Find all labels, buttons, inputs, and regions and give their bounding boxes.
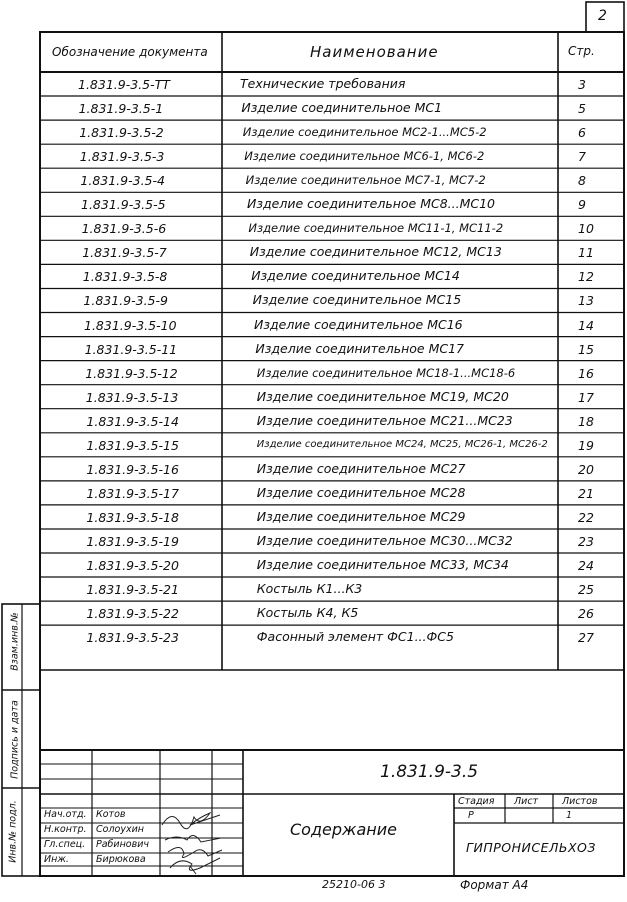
row-page: 9 xyxy=(578,197,586,213)
header-page: Стр. xyxy=(568,44,595,58)
table-row xyxy=(0,361,627,385)
row-name: Изделие соединительное МС1 xyxy=(241,100,443,116)
row-name: Изделие соединительное МС12, МС13 xyxy=(249,244,502,260)
row-page: 6 xyxy=(578,125,586,141)
row-code: 1.831.9-3.5-17 xyxy=(86,485,179,501)
table-row xyxy=(0,192,627,216)
row-name: Изделие соединительное МС28 xyxy=(256,484,466,500)
row-name: Изделие соединительное МС17 xyxy=(255,340,465,356)
sheet-value: 1 xyxy=(566,810,573,821)
row-code: 1.831.9-3.5-21 xyxy=(86,582,179,598)
row-code: 1.831.9-3.5-16 xyxy=(86,461,179,477)
row-page: 22 xyxy=(578,509,594,525)
row-page: 16 xyxy=(578,365,594,381)
table-row xyxy=(0,457,627,481)
row-page: 19 xyxy=(578,437,594,453)
row-name: Изделие соединительное МС7-1, МС7-2 xyxy=(245,173,486,188)
table-row xyxy=(0,264,627,288)
row-page: 23 xyxy=(578,533,594,549)
table-row xyxy=(0,433,627,457)
row-page: 20 xyxy=(578,461,594,477)
row-code: 1.831.9-3.5-22 xyxy=(86,606,179,622)
row-code: 1.831.9-3.5-10 xyxy=(84,317,177,333)
organization: ГИПРОНИСЕЛЬХОЗ xyxy=(466,840,596,855)
table-row xyxy=(0,601,627,625)
table-row xyxy=(0,120,627,144)
table-row xyxy=(0,144,627,168)
signature-role: Нач.отд. xyxy=(44,809,87,820)
row-code: 1.831.9-3.5-8 xyxy=(82,269,168,285)
row-name: Изделие соединительное МС29 xyxy=(256,508,466,524)
row-name: Изделие соединительное МС27 xyxy=(256,460,466,476)
row-name: Изделие соединительное МС19, МС20 xyxy=(256,388,509,404)
row-code: 1.831.9-3.5-6 xyxy=(81,221,167,237)
row-page: 12 xyxy=(578,269,594,285)
row-code: 1.831.9-3.5-18 xyxy=(86,509,179,525)
row-code: 1.831.9-3.5-19 xyxy=(86,533,179,549)
row-page: 7 xyxy=(578,149,586,165)
row-name: Костыль К1...К3 xyxy=(256,581,363,597)
table-row xyxy=(0,168,627,192)
row-page: 27 xyxy=(578,630,594,646)
table-row xyxy=(0,481,627,505)
row-code: 1.831.9-3.5-3 xyxy=(79,149,165,165)
table-row xyxy=(0,529,627,553)
row-name: Изделие соединительное МС11-1, МС11-2 xyxy=(248,221,504,236)
row-page: 17 xyxy=(578,389,594,405)
row-page: 26 xyxy=(578,606,594,622)
row-name: Изделие соединительное МС16 xyxy=(254,316,463,332)
row-name: Изделие соединительное МС14 xyxy=(251,268,460,284)
row-page: 21 xyxy=(578,485,594,501)
row-code: 1.831.9-3.5-4 xyxy=(80,173,165,189)
row-code: 1.831.9-3.5-23 xyxy=(86,630,179,646)
row-page: 5 xyxy=(578,101,586,117)
stage-label: Стадия xyxy=(458,796,495,807)
row-name: Изделие соединительное МС24, МС25, МС26-1, МС26-2 xyxy=(256,438,548,450)
row-name: Технические требования xyxy=(240,76,406,91)
side-label-sign-date: Подпись и дата xyxy=(9,700,21,779)
row-code: 1.831.9-3.5-9 xyxy=(83,293,168,309)
row-page: 15 xyxy=(578,341,594,357)
signature-name: Солоухин xyxy=(96,824,144,835)
table-row xyxy=(0,313,627,337)
row-name: Фасонный элемент ФС1...ФС5 xyxy=(256,629,454,645)
footer-format: Формат А4 xyxy=(460,878,529,892)
row-code: 1.831.9-3.5-11 xyxy=(84,341,178,357)
signature-name: Рабинович xyxy=(96,839,149,850)
signature-scribbles xyxy=(162,813,222,874)
row-name: Изделие соединительное МС21...МС23 xyxy=(256,412,513,428)
row-code: 1.831.9-3.5-13 xyxy=(85,389,179,405)
doc-code: 1.831.9-3.5 xyxy=(380,762,479,782)
signature-role: Гл.спец. xyxy=(44,839,86,850)
table-row xyxy=(0,288,627,312)
signature-name: Котов xyxy=(96,809,126,820)
table-row xyxy=(0,72,627,96)
table-row xyxy=(0,96,627,120)
signature-role: Инж. xyxy=(44,854,69,865)
row-page: 3 xyxy=(578,77,586,92)
header-designation: Обозначение документа xyxy=(52,45,208,59)
sheet-label: Лист xyxy=(514,796,539,807)
table-row xyxy=(0,240,627,264)
signature-role: Н.контр. xyxy=(44,824,87,835)
row-page: 18 xyxy=(578,413,594,429)
row-code: 1.831.9-3.5-1 xyxy=(78,101,164,117)
row-page: 11 xyxy=(578,245,594,261)
row-name: Изделие соединительное МС33, МС34 xyxy=(256,557,509,572)
row-code: 1.831.9-3.5-7 xyxy=(82,245,167,261)
row-page: 8 xyxy=(578,173,586,189)
row-name: Костыль К4, К5 xyxy=(256,605,359,621)
table-row xyxy=(0,385,627,409)
row-page: 14 xyxy=(578,317,594,333)
side-label-inv-podl: Инв.№ подл. xyxy=(7,800,19,863)
row-page: 25 xyxy=(578,582,594,598)
row-code: 1.831.9-3.5-5 xyxy=(81,197,166,213)
row-page: 10 xyxy=(578,221,594,237)
row-name: Изделие соединительное МС30...МС32 xyxy=(256,532,513,548)
row-code: 1.831.9-3.5-12 xyxy=(85,365,178,381)
table-row xyxy=(0,216,627,240)
row-name: Изделие соединительное МС2-1...МС5-2 xyxy=(242,125,487,140)
row-name: Изделие соединительное МС6-1, МС6-2 xyxy=(244,149,485,164)
stage-value: Р xyxy=(468,810,474,821)
sheet-number: 2 xyxy=(598,8,607,24)
row-code: 1.831.9-3.5-2 xyxy=(79,125,164,141)
header-name: Наименование xyxy=(310,43,439,61)
table-row xyxy=(0,625,627,649)
sheets-label: Листов xyxy=(562,796,598,807)
row-code: 1.831.9-3.5-20 xyxy=(86,558,179,573)
footer-number: 25210-06 3 xyxy=(322,878,386,891)
doc-title: Содержание xyxy=(290,820,397,839)
row-name: Изделие соединительное МС15 xyxy=(252,292,462,308)
row-name: Изделие соединительное МС18-1...МС18-6 xyxy=(256,365,516,380)
table-row xyxy=(0,409,627,433)
table-row xyxy=(0,553,627,577)
row-name: Изделие соединительное МС8...МС10 xyxy=(247,196,495,212)
row-code: 1.831.9-3.5-14 xyxy=(86,413,179,429)
row-page: 13 xyxy=(578,293,594,309)
table-row xyxy=(0,337,627,361)
signature-name: Бирюкова xyxy=(96,854,146,865)
table-row xyxy=(0,505,627,529)
row-code: 1.831.9-3.5-15 xyxy=(86,437,179,453)
row-page: 24 xyxy=(578,558,594,573)
side-label-inv-vzam: Взам.инв.№ xyxy=(9,612,21,671)
row-code: 1.831.9-3.5-ТТ xyxy=(78,77,170,92)
table-row xyxy=(0,577,627,601)
